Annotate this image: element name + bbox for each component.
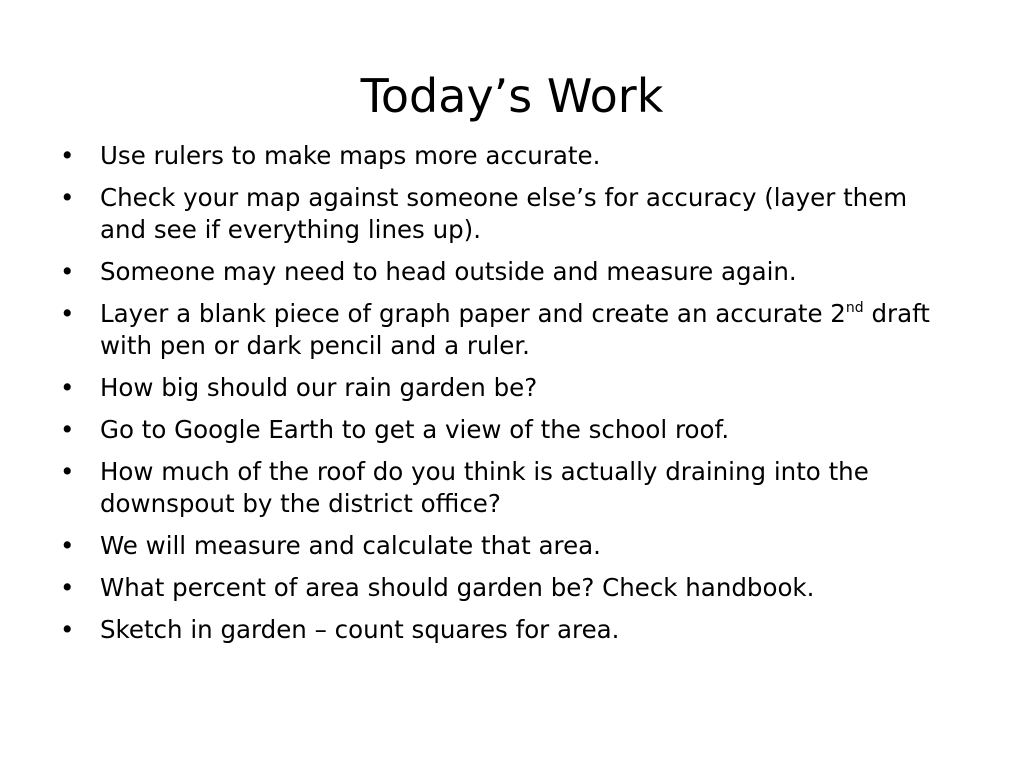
bullet-text: What percent of area should garden be? Check handbook. <box>100 573 815 602</box>
bullet-text: Go to Google Earth to get a view of the school roof. <box>100 415 730 444</box>
bullet-text: Someone may need to head outside and measure again. <box>100 257 797 286</box>
bullet-icon: • <box>60 457 75 486</box>
bullet-icon: • <box>60 141 75 170</box>
bullet-icon: • <box>60 573 75 602</box>
list-item <box>60 372 960 404</box>
slide-title: Today’s Work <box>360 69 664 123</box>
bullet-icon: • <box>60 299 75 328</box>
bullet-icon: • <box>60 183 75 212</box>
bullet-icon: • <box>60 373 75 402</box>
bullet-text: How much of the roof do you think is actually draining into the downspout by the district office? <box>100 457 869 518</box>
bullet-text-after: draft with pen or dark pencil and a ruler. <box>100 299 930 360</box>
list-item <box>60 456 960 520</box>
list-item <box>60 256 960 288</box>
bullet-text: Use rulers to make maps more accurate. <box>100 141 601 170</box>
list-item <box>60 614 960 646</box>
list-item <box>60 140 960 172</box>
list-item <box>60 572 960 604</box>
bullet-text: Check your map against someone else’s for accuracy (layer them and see if everything lines up). <box>100 183 908 244</box>
bullet-icon: • <box>60 531 75 560</box>
list-item <box>60 182 960 246</box>
bullet-text: How big should our rain garden be? <box>100 373 538 402</box>
bullet-text-before: Layer a blank piece of graph paper and create an accurate 2 <box>100 299 846 328</box>
list-item <box>60 414 960 446</box>
bullet-list <box>60 140 960 656</box>
bullet-text: Sketch in garden – count squares for area. <box>100 615 620 644</box>
list-item <box>60 530 960 562</box>
bullet-icon: • <box>60 415 75 444</box>
bullet-text: We will measure and calculate that area. <box>100 531 601 560</box>
bullet-icon: • <box>60 257 75 286</box>
ordinal-superscript: nd <box>845 300 864 316</box>
list-item <box>60 298 960 362</box>
bullet-icon: • <box>60 615 75 644</box>
